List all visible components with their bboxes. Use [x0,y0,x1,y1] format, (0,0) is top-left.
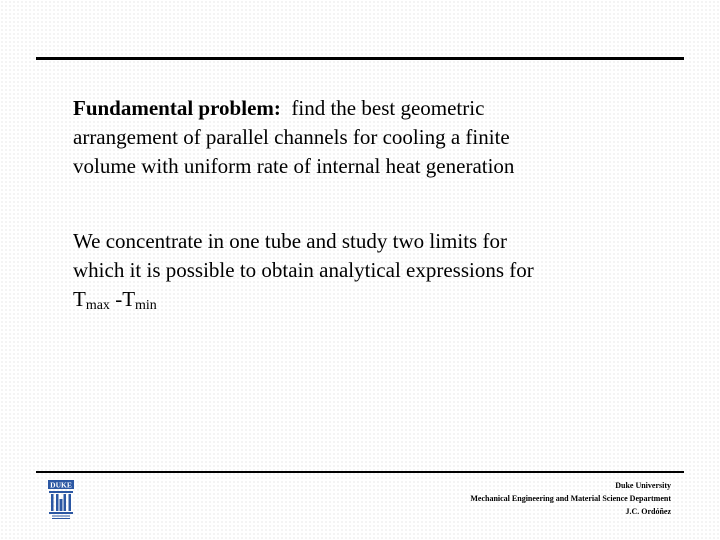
para2-line1: We concentrate in one tube and study two limits for [73,229,507,253]
footer-author: J.C. Ordóñez [625,507,671,516]
paragraph-concentrate [73,227,673,320]
para1-lead: Fundamental problem: [73,96,281,120]
bottom-rule [36,471,684,473]
para2-line2: which it is possible to obtain analytical expressions for [73,258,534,282]
paragraph-fundamental-problem [73,94,673,181]
t-min-symbol: T [122,287,136,311]
para1-line3: volume with uniform rate of internal heat generation [73,154,515,178]
top-rule [36,57,684,60]
para1-line1-text: find the best geometric [291,96,485,120]
para1-line1 [73,94,673,123]
t-min-subscript: min [135,298,157,313]
para1-line2: arrangement of parallel channels for cooling a finite [73,125,510,149]
para2-line3 [73,285,673,320]
duke-logo-icon [48,480,74,520]
footer-department: Mechanical Engineering and Material Science Department [470,494,671,503]
minus-sign: - [109,287,123,311]
t-max-symbol: T [73,287,86,311]
t-max-subscript: max [85,298,110,313]
footer-credits [470,479,671,518]
logo-text: DUKE [50,480,72,490]
footer-university: Duke University [615,481,671,490]
